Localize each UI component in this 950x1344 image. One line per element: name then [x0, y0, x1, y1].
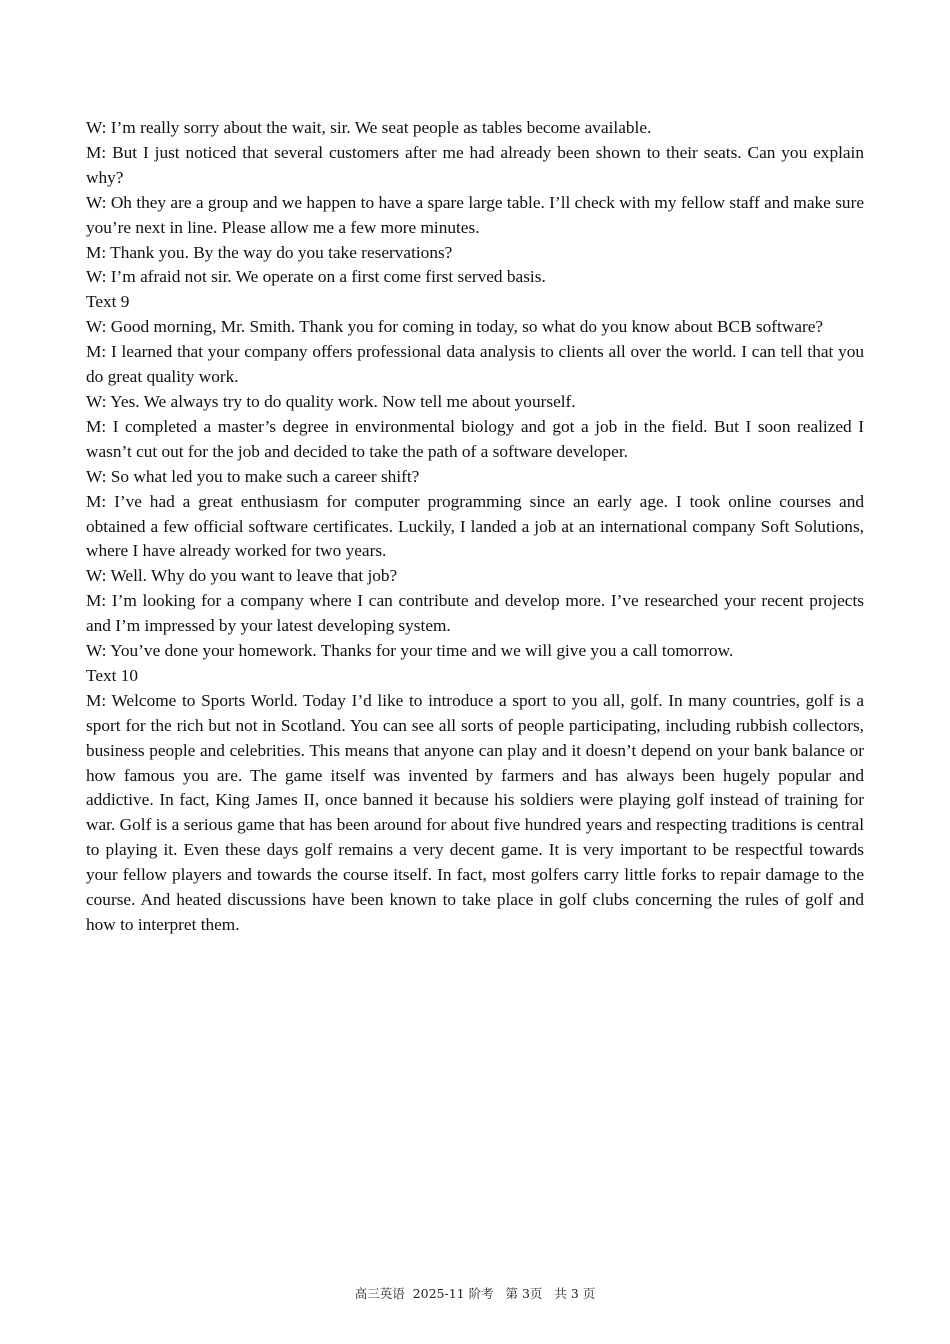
- dialogue-line: M: But I just noticed that several customers after me had already been shown to their seats. Can you explain why?: [86, 142, 864, 187]
- section-heading-text-9: Text 9: [86, 292, 130, 312]
- dialogue-line: W: I’m really sorry about the wait, sir. We seat people as tables become available.: [86, 118, 652, 137]
- dialogue-line: W: I’m afraid not sir. We operate on a first come first served basis.: [86, 267, 546, 287]
- dialogue-line: M: I completed a master’s degree in environmental biology and got a job in the field. But I soon realized I wasn’t cut out for the job and decided to take the path of a software developer.: [86, 416, 864, 461]
- section-heading-text-10: Text 10: [86, 665, 139, 685]
- page-footer: 高三英语 2025-11 阶考 第 3页 共 3 页: [354, 1286, 596, 1301]
- dialogue-line: M: I learned that your company offers professional data analysis to clients all over the world. I can tell that you do great quality work.: [86, 342, 864, 387]
- dialogue-line: M: Thank you. By the way do you take reservations?: [86, 242, 453, 262]
- document-body: [86, 116, 864, 938]
- dialogue-line: W: Well. Why do you want to leave that job?: [86, 566, 398, 586]
- monologue-paragraph: M: Welcome to Sports World. Today I’d like to introduce a sport to you all, golf. In many countries, golf is a sport for the rich but not in Scotland. You can see all sorts of people participating, including rubbish collectors, business people and celebrities. This means that anyone can play and it doesn’t depend on your bank balance or how famous you are. The game itself was invented by farmers and has always been hugely popular and addictive. In fact, King James II, once banned it because his soldiers were playing golf instead of training for war. Golf is a serious game that has been around for about five hundred years and respecting traditions is central to playing it. Even these days golf remains a very decent game. It is very important to be respectful towards your fellow players and towards the course itself. In fact, most golfers carry little forks to repair damage to the course. And heated discussions have been known to take place in golf clubs concerning the rules of golf and how to interpret them.: [86, 690, 864, 934]
- dialogue-line: M: I’ve had a great enthusiasm for computer programming since an early age. I took online courses and obtained a few official software certificates. Luckily, I landed a job at an international company Soft Solutions, where I have already worked for two years.: [86, 491, 864, 561]
- dialogue-line: M: I’m looking for a company where I can contribute and develop more. I’ve researched your recent projects and I’m impressed by your latest developing system.: [86, 591, 864, 636]
- dialogue-line: W: Oh they are a group and we happen to have a spare large table. I’ll check with my fellow staff and make sure you’re next in line. Please allow me a few more minutes.: [86, 192, 864, 237]
- dialogue-line: W: Good morning, Mr. Smith. Thank you for coming in today, so what do you know about BCB software?: [86, 317, 824, 337]
- dialogue-line: W: Yes. We always try to do quality work. Now tell me about yourself.: [86, 391, 576, 411]
- dialogue-line: W: You’ve done your homework. Thanks for your time and we will give you a call tomorrow.: [86, 641, 734, 661]
- dialogue-line: W: So what led you to make such a career shift?: [86, 466, 420, 486]
